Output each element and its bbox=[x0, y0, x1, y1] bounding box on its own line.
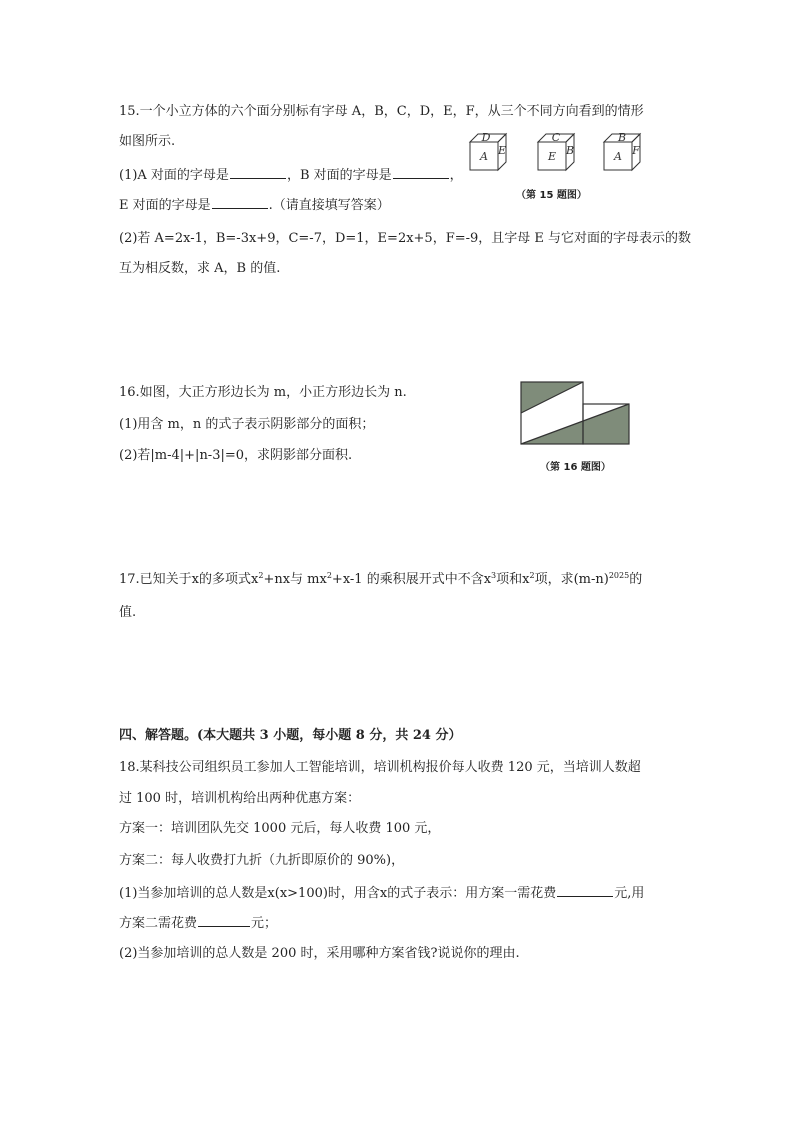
q16-line1: 16.如图，大正方形边长为 m，小正方形边长为 n. bbox=[119, 385, 407, 400]
cube-2-front-letter: E bbox=[547, 150, 557, 163]
cube-1-front-letter: A bbox=[480, 150, 488, 163]
q15-part1-b: ，B 对面的字母是 bbox=[286, 168, 392, 183]
q18-part2: (2)当参加培训的总人数是 200 时，采用哪种方案省钱?说说你的理由. bbox=[119, 946, 520, 961]
q18-plan2: 方案二：每人收费打九折（九折即原价的 90%)， bbox=[119, 853, 405, 868]
cube-3-top-letter: B bbox=[617, 131, 627, 144]
q17-line2: 值. bbox=[119, 605, 137, 620]
section-heading: 四、解答题。(本大题共 3 小题，每小题 8 分，共 24 分） bbox=[119, 728, 462, 743]
q16-square-figure bbox=[517, 378, 633, 454]
q17-exponent: 2 bbox=[258, 571, 264, 580]
q18-part1-b: 元,用 bbox=[614, 886, 645, 901]
q16-part1: (1)用含 m，n 的式子表示阴影部分的面积； bbox=[119, 417, 375, 432]
q17-text-b: +nx与 mx bbox=[263, 572, 327, 587]
q17-text-c: +x-1 的乘积展开式中不含x bbox=[331, 572, 492, 587]
q18-part1-line1 bbox=[119, 884, 644, 903]
q18-part1-a: (1)当参加培训的总人数是x(x>100)时，用含x的式子表示：用方案一需花费 bbox=[119, 886, 557, 901]
answer-blank[interactable] bbox=[393, 166, 449, 179]
q15-figure-caption: （第 15 题图） bbox=[516, 190, 587, 201]
cube-1-side-letter: E bbox=[497, 144, 507, 157]
answer-blank[interactable] bbox=[212, 196, 268, 209]
shaded-region bbox=[521, 382, 629, 444]
cube-3-side-letter: F bbox=[632, 144, 640, 157]
q15-part1-e: .（请直接填写答案） bbox=[268, 198, 390, 213]
cube-2-side-letter: B bbox=[565, 144, 575, 157]
q17-text-d: 项和x bbox=[496, 572, 530, 587]
q16-part2: (2)若|m-4|+|n-3|=0，求阴影部分面积. bbox=[119, 448, 353, 463]
cube-2-top-letter: C bbox=[551, 131, 561, 144]
q18-part1-c: 方案二需花费 bbox=[119, 916, 198, 931]
q15-line2: 如图所示. bbox=[119, 134, 176, 149]
q17-exponent: 3 bbox=[491, 571, 497, 580]
cube-2 bbox=[538, 131, 574, 170]
q18-line1: 18.某科技公司组织员工参加人工智能培训，培训机构报价每人收费 120 元，当培训人数超 bbox=[119, 760, 641, 775]
q18-part1-line2 bbox=[119, 914, 277, 933]
q15-part1-c: ， bbox=[449, 168, 463, 183]
q17-line1 bbox=[119, 571, 642, 589]
cube-1-top-letter: D bbox=[481, 131, 491, 144]
q16-figure-caption: （第 16 题图） bbox=[540, 462, 611, 473]
q17-text-f: 的 bbox=[629, 572, 643, 587]
q15-part1-line2 bbox=[119, 196, 390, 215]
cube-3 bbox=[604, 131, 640, 170]
answer-blank[interactable] bbox=[230, 166, 286, 179]
q15-part2-line1: (2)若 A=2x-1，B=-3x+9，C=-7，D=1，E=2x+5，F=-9，且字母 E 与它对面的字母表示的数 bbox=[119, 231, 692, 246]
q17-text-a: 17.已知关于x的多项式x bbox=[119, 572, 259, 587]
q18-plan1: 方案一：培训团队先交 1000 元后，每人收费 100 元， bbox=[119, 821, 441, 836]
cube-1 bbox=[470, 131, 506, 170]
answer-blank[interactable] bbox=[198, 914, 250, 927]
q18-line2: 过 100 时，培训机构给出两种优惠方案： bbox=[119, 791, 361, 806]
q15-part1-d: E 对面的字母是 bbox=[119, 198, 211, 213]
q15-part1-a: (1)A 对面的字母是 bbox=[119, 168, 229, 183]
q17-exponent: 2 bbox=[326, 571, 332, 580]
q18-part1-d: 元； bbox=[251, 916, 278, 931]
q17-exponent: 2 bbox=[529, 571, 535, 580]
cube-3-front-letter: A bbox=[614, 150, 622, 163]
q15-line1: 15.一个小立方体的六个面分别标有字母 A，B，C，D，E，F，从三个不同方向看到的情形 bbox=[119, 104, 644, 119]
q17-exponent: 2025 bbox=[608, 571, 630, 580]
q15-part2-line2: 互为相反数，求 A，B 的值. bbox=[119, 261, 281, 276]
q17-text-e: 项，求(m-n) bbox=[534, 572, 609, 587]
q15-part1 bbox=[119, 166, 463, 185]
answer-blank[interactable] bbox=[557, 884, 613, 897]
